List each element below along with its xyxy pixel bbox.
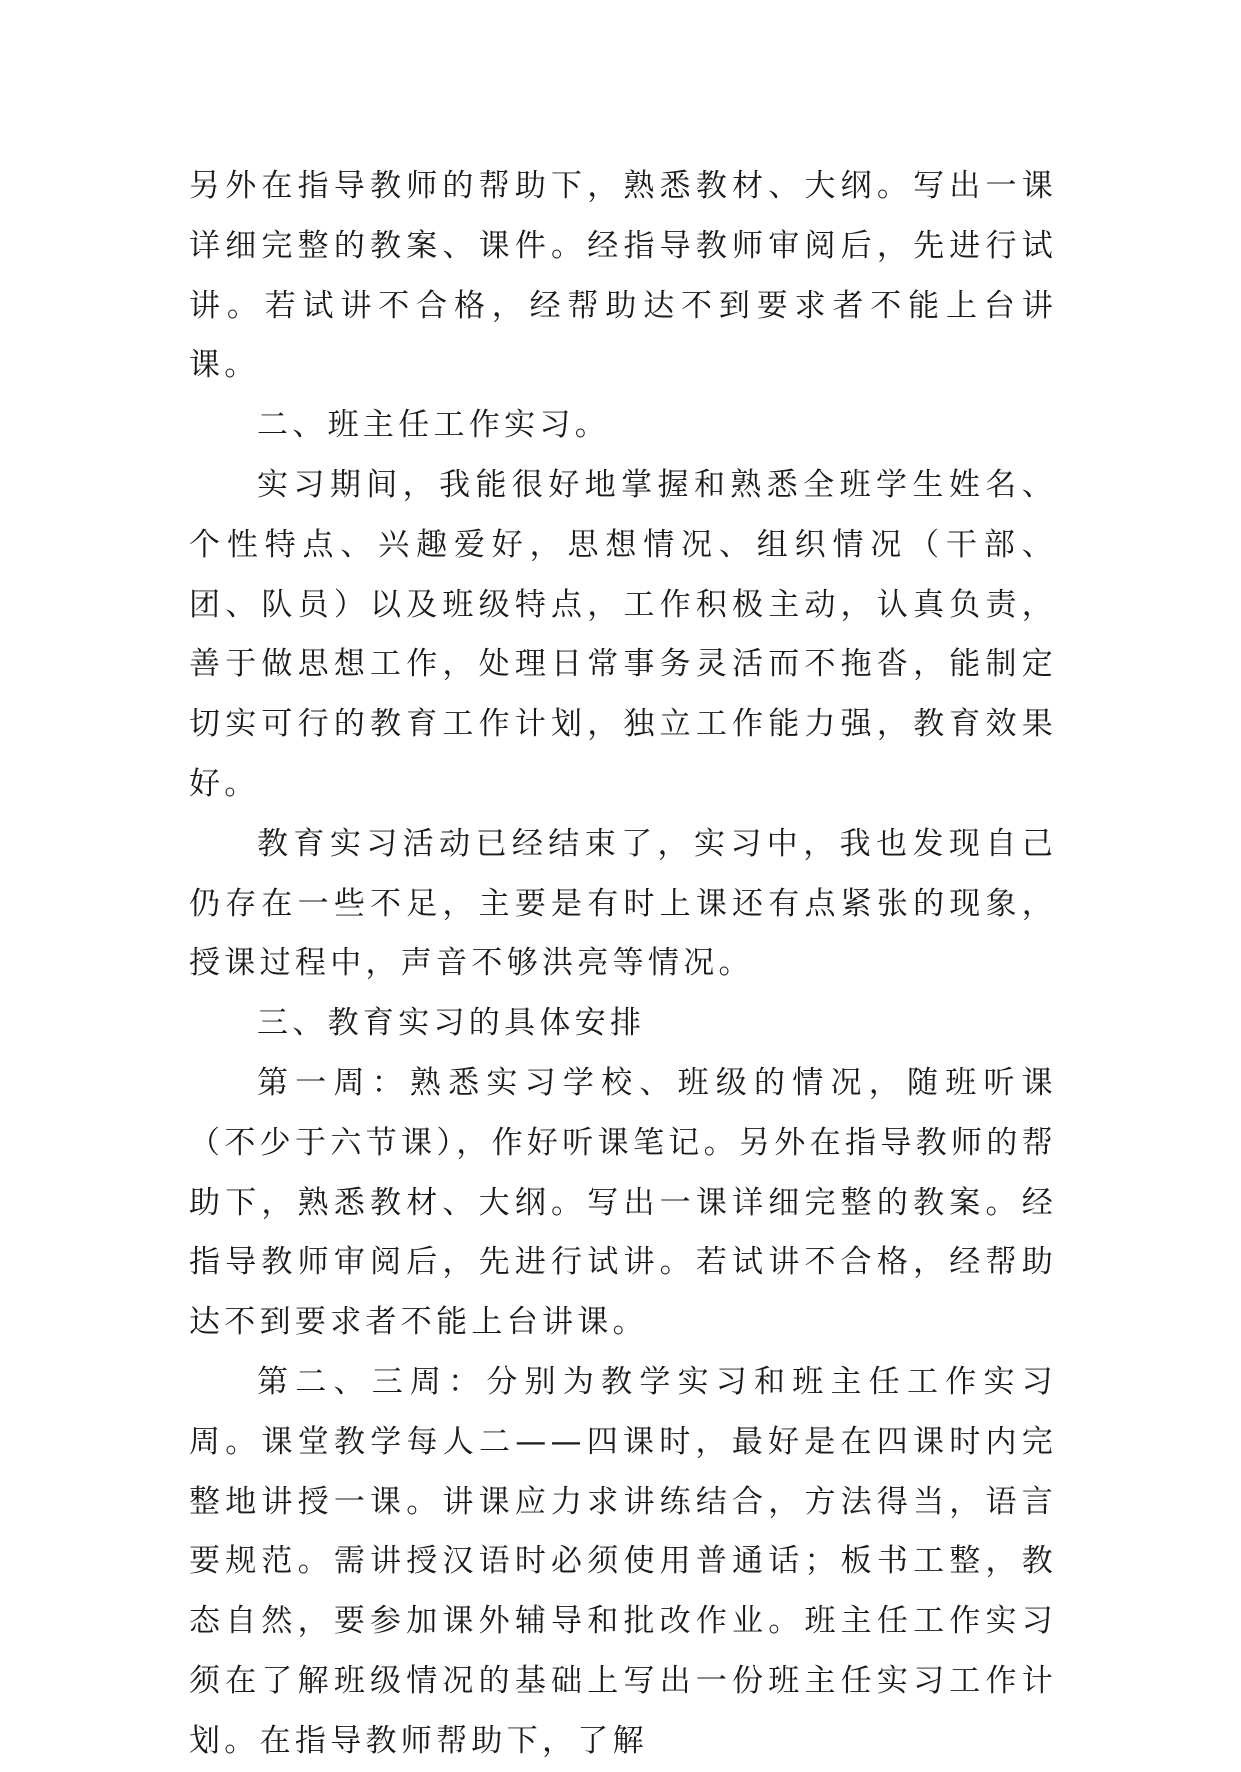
paragraph-shortcomings: 教育实习活动已经结束了，实习中，我也发现自己仍存在一些不足，主要是有时上课还有点紧张的现象，授课过程中，声音不够洪亮等情况。 [189,825,1057,982]
section-heading-arrangement: 三、教育实习的具体安排 [257,1005,646,1042]
paragraph-weeks-two-three: 第二、三周：分别为教学实习和班主任工作实习周。课堂教学每人二——四课时，最好是在四课时内完整地讲授一课。讲课应力求讲练结合，方法得当，语言要规范。需讲授汉语时必须使用普通话；板书工整，教态自然，要参加课外辅导和批改作业。班主任工作实习须在了解班级情况的基础上写出一份班主任实习工作计划。在指导教师帮助下，了解 [189,1363,1057,1759]
paragraph-continuation: 另外在指导教师的帮助下，熟悉教材、大纲。写出一课详细完整的教案、课件。经指导教师审阅后，先进行试讲。若试讲不合格，经帮助达不到要求者不能上台讲课。 [189,168,1057,384]
paragraph-week-one: 第一周：熟悉实习学校、班级的情况，随班听课（不少于六节课），作好听课笔记。另外在指导教师的帮助下，熟悉教材、大纲。写出一课详细完整的教案。经指导教师审阅后，先进行试讲。若试讲不合格，经帮助达不到要求者不能上台讲课。 [189,1064,1057,1341]
document-body [189,157,1057,1772]
paragraph-internship-period: 实习期间，我能很好地掌握和熟悉全班学生姓名、个性特点、兴趣爱好，思想情况、组织情况（干部、团、队员）以及班级特点，工作积极主动，认真负责，善于做思想工作，处理日常事务灵活而不拖沓，能制定切实可行的教育工作计划，独立工作能力强，教育效果好。 [189,466,1057,802]
section-heading-class-teacher: 二、班主任工作实习。 [257,407,610,444]
